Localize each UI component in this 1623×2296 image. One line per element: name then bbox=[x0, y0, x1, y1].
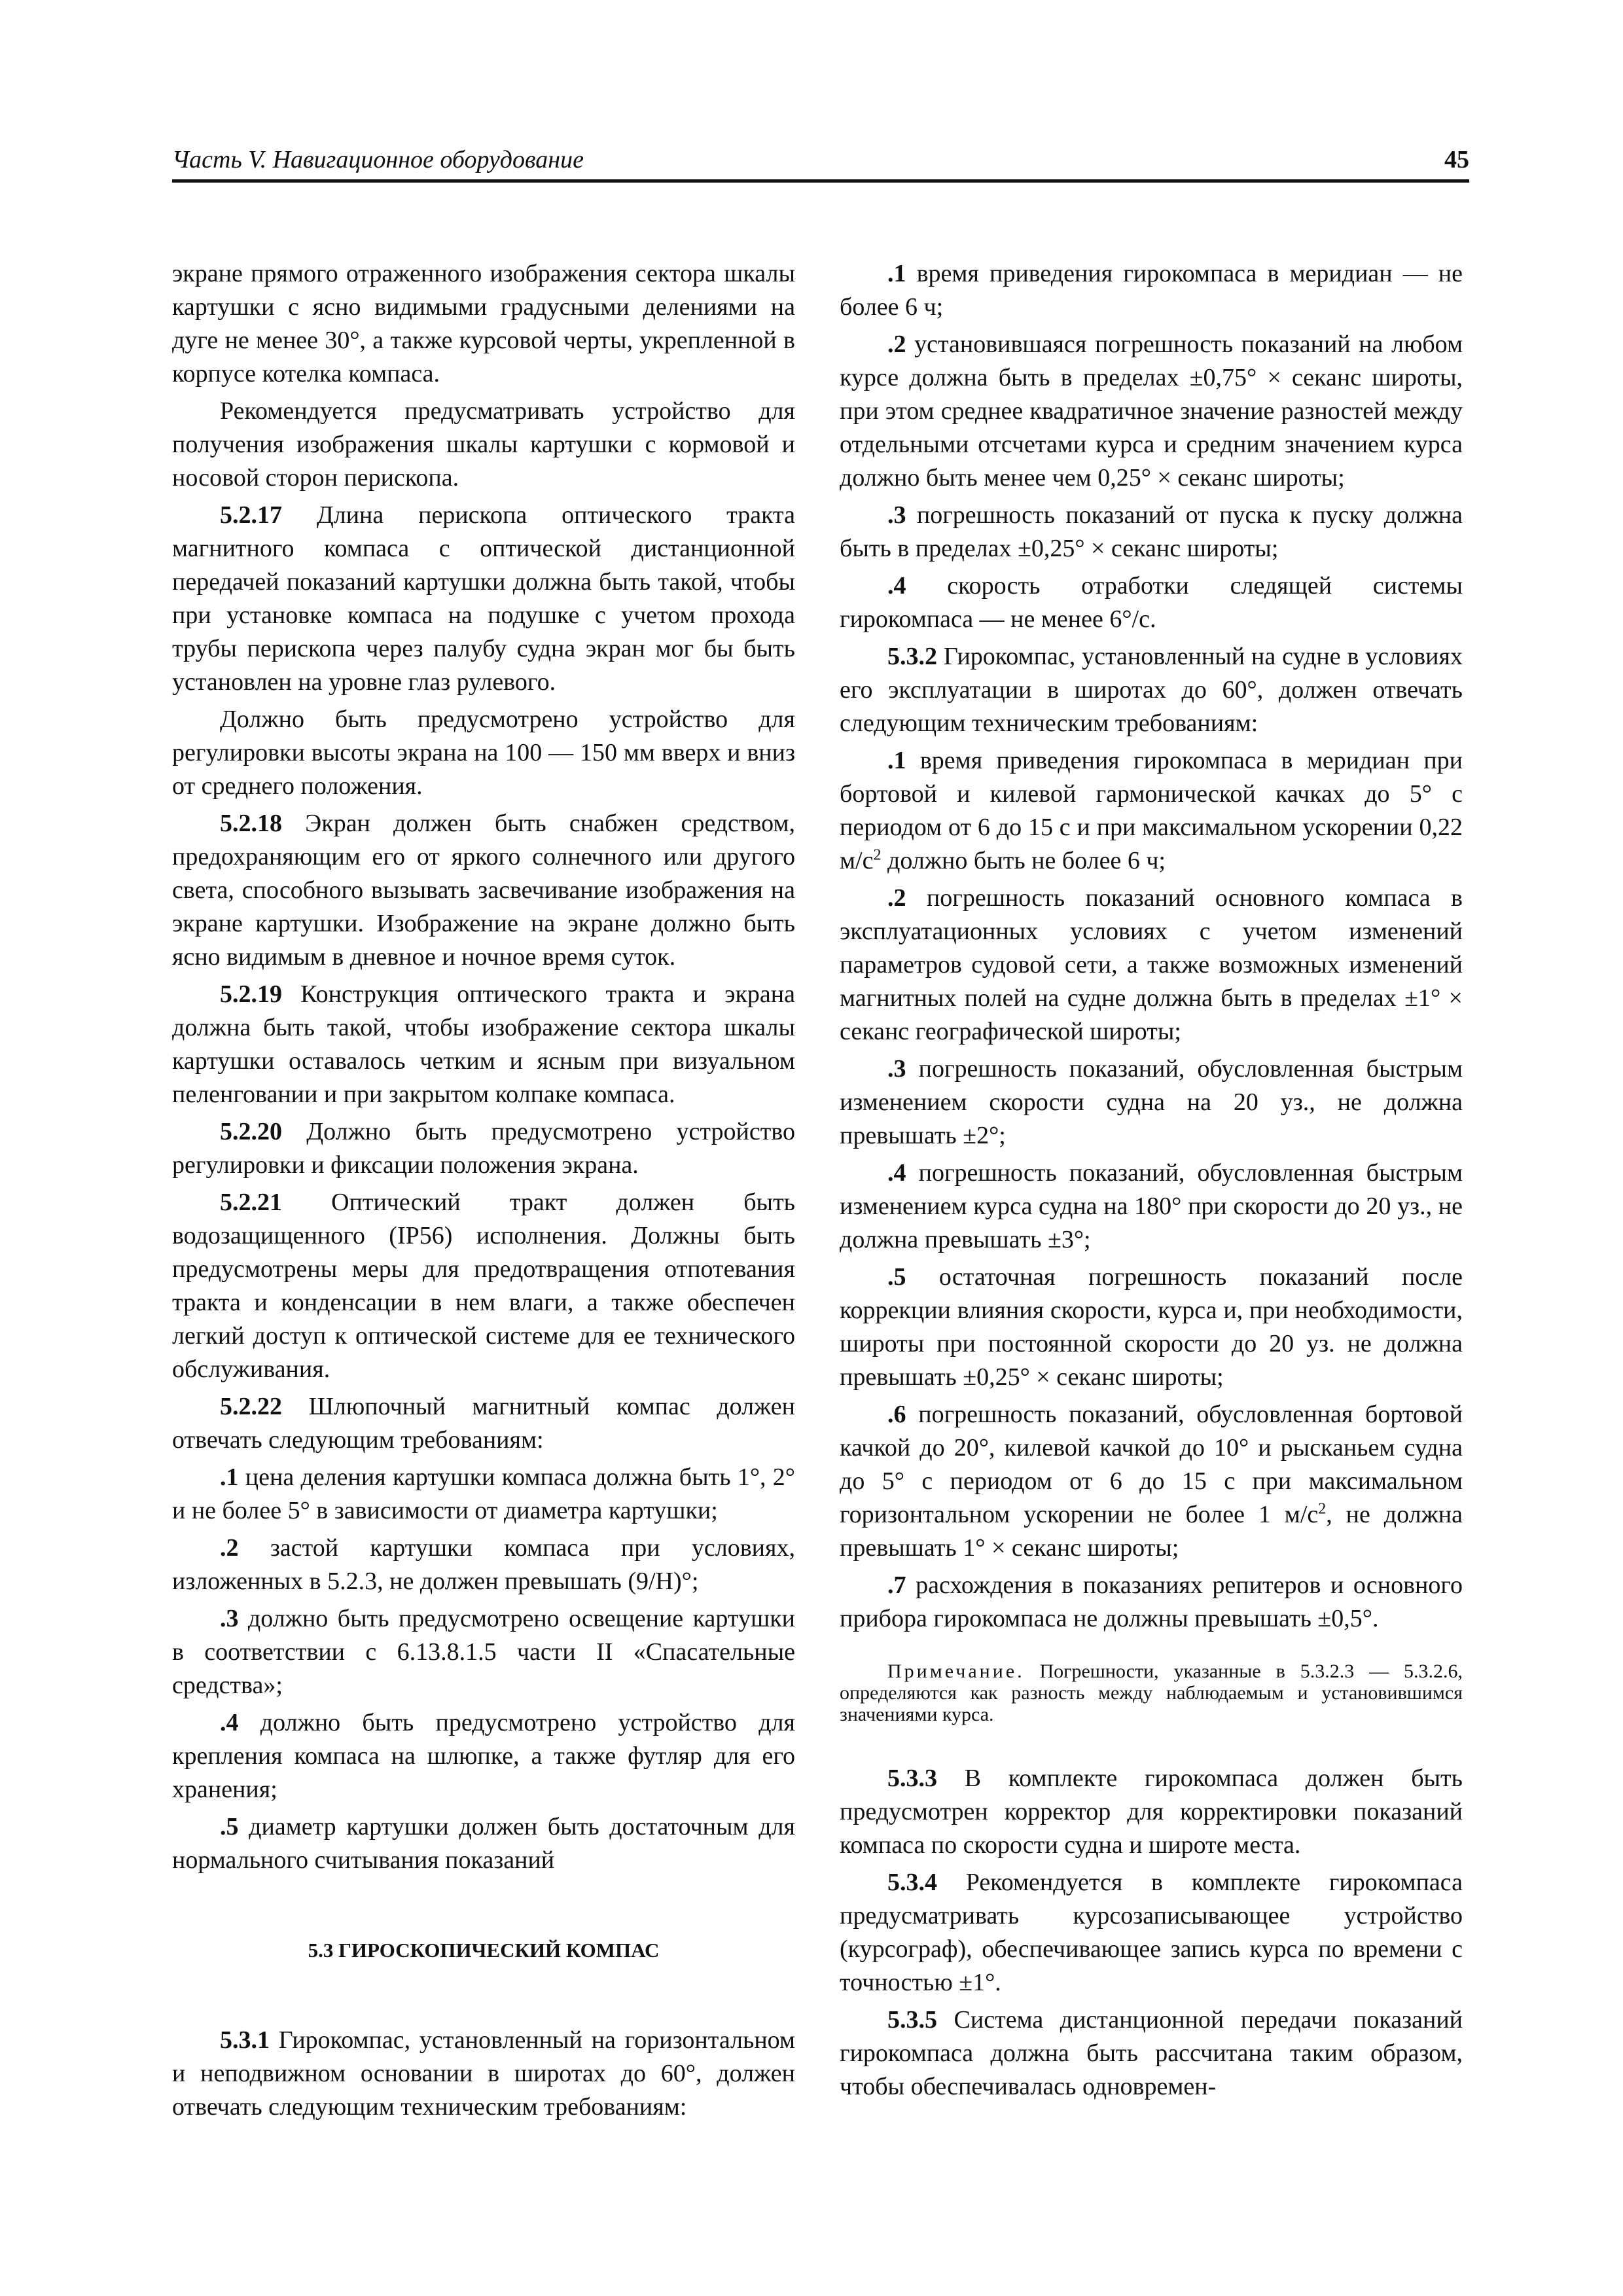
list-item: .5 диаметр картушки должен быть достаточным для нормального считывания показаний bbox=[172, 1813, 795, 1874]
list-item: .1 цена деления картушки компаса должна быть 1°, 2° и не более 5° в зависимости от диаметра картушки; bbox=[172, 1463, 795, 1524]
note: Примечание. Погрешности, указанные в 5.3.2.3 — 5.3.2.6, определяются как разность между наблюдаемым и установившимся значениями курса. bbox=[840, 1660, 1463, 1725]
list-item: .2 установившаяся погрешность показаний на любом курсе должна быть в пределах ±0,75° × секанс широты, при этом среднее квадратичное значение разностей между отдельными отсчетами курса и средним значением курса должно быть менее чем 0,25° × секанс широты; bbox=[840, 331, 1463, 492]
clause-5-3-5: 5.3.5 Система дистанционной передачи показаний гирокомпаса должна быть рассчитана таким образом, чтобы обеспечивалась одновремен- bbox=[840, 2006, 1463, 2100]
clause-5-2-21: 5.2.21 Оптический тракт должен быть водозащищенного (IP56) исполнения. Должны быть предусмотрены меры для предотвращения отпотевания тракта и конденсации в нем влаги, а также обеспечен легкий доступ к оптической системе для ее технического обслуживания. bbox=[172, 1189, 795, 1383]
clause-5-3-3: 5.3.3 В комплекте гирокомпаса должен быть предусмотрен корректор для корректировки показаний компаса по скорости судна и широте места. bbox=[840, 1765, 1463, 1859]
paragraph: Рекомендуется предусматривать устройство для получения изображения шкалы картушки с кормовой и носовой сторон перископа. bbox=[172, 397, 795, 492]
left-column bbox=[172, 257, 795, 2124]
clause-5-3-4: 5.3.4 Рекомендуется в комплекте гирокомпаса предусматривать курсозаписывающее устройство (курсограф), обеспечивающее запись курса по времени с точностью ±1°. bbox=[840, 1869, 1463, 1996]
running-title: Часть V. Навигационное оборудование bbox=[172, 146, 584, 173]
list-item: .4 скорость отработки следящей системы гирокомпаса — не менее 6°/с. bbox=[840, 572, 1463, 633]
page-header bbox=[172, 145, 1469, 183]
list-item: .4 должно быть предусмотрено устройство для крепления компаса на шлюпке, а также футляр для его хранения; bbox=[172, 1709, 795, 1803]
list-item: .5 остаточная погрешность показаний после коррекции влияния скорости, курса и, при необходимости, широты при постоянной скорости до 20 уз. не должна превышать ±0,25° × секанс широты; bbox=[840, 1263, 1463, 1391]
list-item: .6 погрешность показаний, обусловленная бортовой качкой до 20°, килевой качкой до 10° и рысканьем судна до 5° с периодом от 6 до 15 с при максимальном горизонтальном ускорении не более 1 $м/с^2$, не должна превышать 1° × секанс широты; bbox=[840, 1401, 1463, 1562]
list-item: .7 расхождения в показаниях репитеров и основного прибора гирокомпаса не должны превышать ±0,5°. bbox=[840, 1571, 1463, 1632]
list-item: .3 должно быть предусмотрено освещение картушки в соответствии с 6.13.8.1.5 части II «Спасательные средства»; bbox=[172, 1605, 795, 1699]
list-item: .3 погрешность показаний, обусловленная быстрым изменением скорости судна на 20 уз., не должна превышать ±2°; bbox=[840, 1055, 1463, 1149]
clause-5-2-17: 5.2.17 Длина перископа оптического тракта магнитного компаса с оптической дистанционной передачей показаний картушки должна быть такой, чтобы при установке компаса на подушке с учетом прохода трубы перископа через палубу судна экран мог бы быть установлен на уровне глаз рулевого. bbox=[172, 501, 795, 696]
list-item: .4 погрешность показаний, обусловленная быстрым изменением курса судна на 180° при скорости до 20 уз., не должна превышать ±3°; bbox=[840, 1159, 1463, 1253]
paragraph: экране прямого отраженного изображения сектора шкалы картушки с ясно видимыми градусными делениями на дуге не менее 30°, а также курсовой черты, укрепленной в корпусе котелка компаса. bbox=[172, 260, 795, 387]
clause-5-3-2: 5.3.2 Гирокомпас, установленный на судне в условиях его эксплуатации в широтах до 60°, должен отвечать следующим техническим требованиям: bbox=[840, 643, 1463, 737]
list-item: .2 погрешность показаний основного компаса в эксплуатационных условиях с учетом изменений параметров судовой сети, а также возможных изменений магнитных полей на судне должна быть в пределах ±1° × секанс географической широты; bbox=[840, 884, 1463, 1045]
clause-5-2-18: 5.2.18 Экран должен быть снабжен средством, предохраняющим его от яркого солнечного или другого света, способного вызывать засвечивание изображения на экране картушки. Изображение на экране должно быть ясно видимым в дневное и ночное время суток. bbox=[172, 810, 795, 971]
clause-5-2-20: 5.2.20 Должно быть предусмотрено устройство регулировки и фиксации положения экрана. bbox=[172, 1118, 795, 1179]
section-heading: 5.3 ГИРОСКОПИЧЕСКИЙ КОМПАС bbox=[308, 1939, 660, 1962]
page-number: 45 bbox=[1444, 146, 1469, 173]
clause-5-2-22: 5.2.22 Шлюпочный магнитный компас должен отвечать следующим требованиям: bbox=[172, 1393, 795, 1454]
clause-5-3-1: 5.3.1 Гирокомпас, установленный на горизонтальном и неподвижном основании в широтах до 60°, должен отвечать следующим техническим требованиям: bbox=[172, 2026, 795, 2121]
list-item: .1 время приведения гирокомпаса в меридиан — не более 6 ч; bbox=[840, 260, 1463, 321]
paragraph: Должно быть предусмотрено устройство для регулировки высоты экрана на 100 — 150 мм вверх и вниз от среднего положения. bbox=[172, 706, 795, 800]
list-item: .1 время приведения гирокомпаса в меридиан при бортовой и килевой гармонической качках до 5° с периодом от 6 до 15 с и при максимальном ускорении 0,22 $м/с^2$ должно быть не более 6 ч; bbox=[840, 747, 1463, 874]
clause-5-2-19: 5.2.19 Конструкция оптического тракта и экрана должна быть такой, чтобы изображение сектора шкалы картушки оставалось четким и ясным при визуальном пеленговании и при закрытом колпаке компаса. bbox=[172, 980, 795, 1108]
list-item: .2 застой картушки компаса при условиях, изложенных в 5.2.3, не должен превышать (9/H)°; bbox=[172, 1534, 795, 1595]
list-item: .3 погрешность показаний от пуска к пуску должна быть в пределах ±0,25° × секанс широты; bbox=[840, 501, 1463, 562]
right-column bbox=[840, 257, 1463, 2104]
